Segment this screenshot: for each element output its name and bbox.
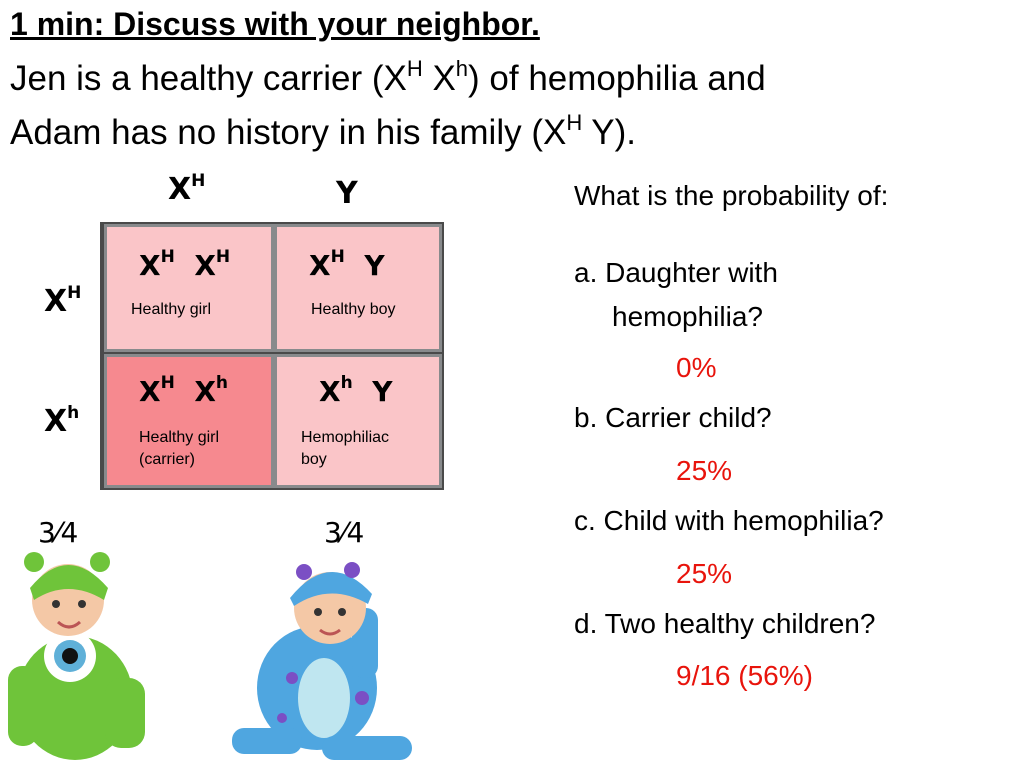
answer-b: 25% [676,455,733,486]
row-header-dominant: $X^H$ [44,283,82,319]
question-b: b. Carrier child? [574,402,772,433]
row-header-recessive: $X^h$ [44,403,80,439]
cell-label: Healthy boy [311,301,396,318]
fraction-right: 3⁄4 [324,516,365,549]
punnett-cell-XH-Y [274,224,442,352]
question-a-line-2: hemophilia? [612,301,763,332]
baby-green-costume-image [0,548,150,766]
punnett-cell-Xh-Y [274,354,442,488]
question-a: a. Daughter with [574,257,778,288]
genotype: $X^H$ Y [309,247,385,282]
column-header-mother: $X^H$ [168,171,206,207]
questions-heading: What is the probability of: [574,180,889,211]
page-title: 1 min: Discuss with your neighbor. [10,6,540,42]
cell-label: Hemophiliac boy [301,429,390,468]
punnett-cell-XH-XH [104,224,274,352]
column-header-father: Y [336,176,358,211]
punnett-cell-XH-Xh [104,354,274,488]
answer-c: 25% [676,558,733,589]
intro-text [10,52,766,160]
genotype: $X^h$ Y [319,373,393,408]
genotype: $X^H$ $X^h$ [139,373,229,408]
intro-line-1: Jen is a healthy carrier ($X^H$ $X^h$) of hemophilia and [10,56,766,98]
baby-blue-costume-image [212,548,422,766]
answer-a: 0% [676,352,717,383]
intro-line-2: Adam has no history in his family ($X^H$ Y). [10,110,637,152]
question-d: d. Two healthy children? [574,608,876,639]
fraction-left: 3⁄4 [38,516,79,549]
question-c: c. Child with hemophilia? [574,505,884,536]
cell-label: Healthy girl [131,301,212,318]
cell-label: Healthy girl (carrier) [139,429,220,468]
answer-d: 9/16 (56%) [676,660,813,691]
genotype: $X^H$ $X^H$ [139,247,231,282]
